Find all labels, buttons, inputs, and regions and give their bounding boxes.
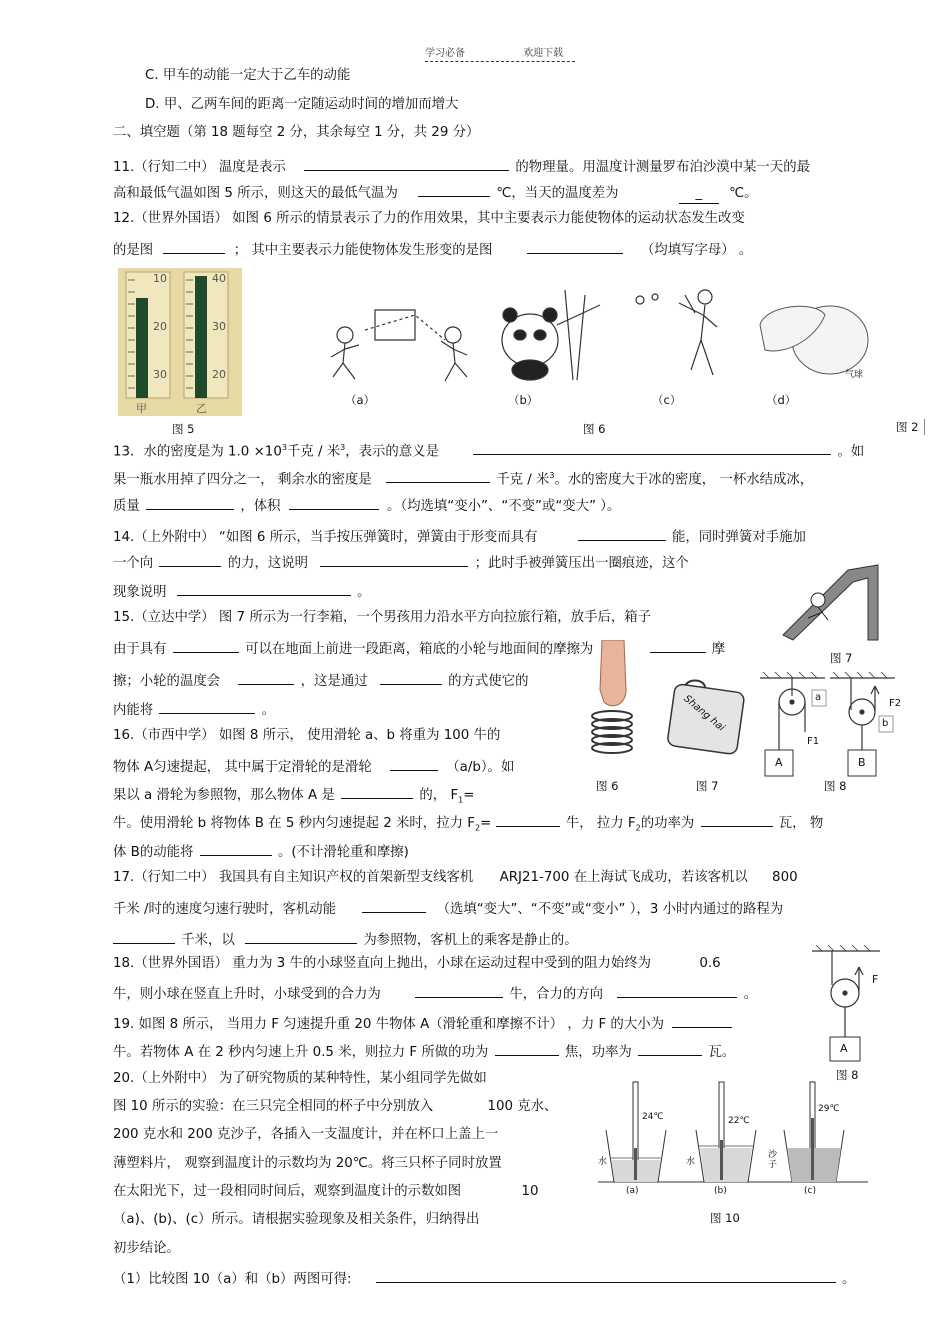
figure-10-cups bbox=[598, 1078, 868, 1202]
option-d: D. 甲、乙两车间的距离一定随运动时间的增加而增大 bbox=[145, 97, 459, 112]
q17-line3: 千米，以 为参照物，客机上的乘客是静止的。 bbox=[113, 929, 578, 950]
q15-line2: 由于具有 可以在地面上前进一段距离，箱底的小轮与地面间的摩擦为 摩 bbox=[113, 638, 725, 659]
box-a-label: A bbox=[775, 756, 783, 769]
q15-blank5[interactable] bbox=[159, 699, 255, 714]
q16-blank4[interactable] bbox=[701, 812, 773, 827]
q18-line2: 牛，则小球在竖直上升时，小球受到的合力为 牛，合力的方向 。 bbox=[113, 983, 757, 1004]
q16-blank2[interactable] bbox=[341, 784, 413, 799]
q16-blank3[interactable] bbox=[496, 812, 560, 827]
q17-blank3[interactable] bbox=[245, 929, 357, 944]
fig5-right-tick-1: 40 bbox=[212, 272, 226, 285]
section-title: 二、填空题（第 18 题每空 2 分，其余每空 1 分，共 29 分） bbox=[113, 125, 480, 140]
fig5-label-jia: 甲 bbox=[136, 402, 147, 415]
force-effect-illustrations bbox=[315, 285, 875, 385]
force-f2-label: F2 bbox=[889, 698, 902, 709]
q13-blank1[interactable] bbox=[473, 440, 831, 455]
fig10-temp-b: 22℃ bbox=[728, 1116, 750, 1126]
q15-line1: 15.（立达中学） 图 7 所示为一行李箱，一个男孩用力沿水平方向拉旅行箱，放手后，箱子 bbox=[113, 610, 652, 625]
q17-blank2[interactable] bbox=[113, 929, 175, 944]
fig2-caption: 图 2 bbox=[896, 419, 925, 435]
q18-blank2[interactable] bbox=[617, 983, 737, 998]
q19-blank2[interactable] bbox=[495, 1041, 559, 1056]
q11-blank2[interactable] bbox=[418, 182, 490, 197]
q19-line1: 19. 如图 8 所示， 当用力 F 匀速提升重 20 牛物体 A（滑轮重和摩擦不计） ，力 F 的大小为 bbox=[113, 1013, 732, 1034]
q11-blank1[interactable] bbox=[304, 156, 509, 171]
q11-blank3[interactable] bbox=[649, 183, 679, 197]
q20-line5: 在太阳光下，过一段相同时间后，观察到温度计的示数如图 10 bbox=[113, 1184, 539, 1199]
fig6-balloon-label: 气球 bbox=[845, 370, 864, 380]
q20-line8: （1）比较图 10（a）和（b）两图可得: 。 bbox=[113, 1268, 855, 1289]
fig5-right-tick-3: 20 bbox=[212, 368, 226, 381]
q16-line2: 物体 A匀速提起， 其中属于定滑轮的是滑轮 （a/b）。如 bbox=[113, 756, 514, 777]
q19-line2: 牛。若物体 A 在 2 秒内匀速上升 0.5 米，则拉力 F 所做的功为 焦，功率为 瓦。 bbox=[113, 1041, 735, 1062]
q16-blank1[interactable] bbox=[390, 756, 438, 771]
q15-line3: 擦；小轮的温度会 ，这是通过 的方式使它的 bbox=[113, 670, 528, 691]
single-pulley-illustration bbox=[810, 945, 900, 1065]
q20-line2: 图 10 所示的实验：在三只完全相同的杯子中分别放入 100 克水、 bbox=[113, 1099, 558, 1114]
pulley-a-label: a bbox=[815, 692, 822, 703]
q20-blank1[interactable] bbox=[376, 1268, 836, 1283]
q19-blank1[interactable] bbox=[672, 1013, 732, 1028]
suitcase-text: Shang hai bbox=[681, 693, 727, 734]
q16-line5: 体 B的动能将 。(不计滑轮重和摩擦) bbox=[113, 841, 409, 862]
box-b-label: B bbox=[858, 756, 866, 769]
fig5-left-tick-2: 20 bbox=[153, 320, 167, 333]
q16-blank5[interactable] bbox=[200, 841, 272, 856]
row-fig6-caption: 图 6 bbox=[596, 779, 619, 793]
fig5-caption: 图 5 bbox=[172, 422, 195, 436]
fig6-label-a: （a） bbox=[345, 393, 376, 407]
hand-spring-illustration bbox=[582, 640, 644, 758]
q15-blank3[interactable] bbox=[238, 670, 294, 685]
fig5-left-tick-1: 10 bbox=[153, 272, 167, 285]
fig10-caption: 图 10 bbox=[710, 1211, 740, 1225]
page-header bbox=[425, 44, 563, 59]
q16-line3: 果以 a 滑轮为参照物，那么物体 A 是 的， $F_1=$ bbox=[113, 784, 474, 810]
q18-line1: 18.（世界外国语） 重力为 3 牛的小球竖直向上抛出，小球在运动过程中受到的阻力始终为 0.6 bbox=[113, 956, 721, 971]
option-c: C. 甲车的动能一定大于乙车的动能 bbox=[145, 68, 351, 83]
figure-hand-spring bbox=[582, 640, 644, 758]
q14-blank1[interactable] bbox=[578, 526, 666, 541]
q17-line2: 千米 /时的速度匀速行驶时，客机动能 （选填“变大”、“不变”或“变小” ），3 小时内通过的路程为 bbox=[113, 898, 783, 919]
fig8b-caption: 图 8 bbox=[836, 1068, 859, 1082]
q15-blank2[interactable] bbox=[650, 638, 706, 653]
q20-line7: 初步结论。 bbox=[113, 1241, 180, 1256]
fig6-label-b: （b） bbox=[508, 393, 539, 407]
fig10-temp-c: 29℃ bbox=[818, 1104, 840, 1114]
header-right: 欢迎下载 bbox=[523, 48, 564, 59]
slide-illustration bbox=[778, 560, 884, 642]
pulley-b-label: b bbox=[882, 718, 889, 729]
figure-8-pulley bbox=[810, 945, 900, 1065]
q12-line1: 12.（世界外国语） 如图 6 所示的情景表示了力的作用效果，其中主要表示力能使物体的运动状态发生改变 bbox=[113, 211, 745, 226]
q16-line1: 16.（市西中学） 如图 8 所示， 使用滑轮 a、b 将重为 100 牛的 bbox=[113, 728, 501, 743]
q14-blank4[interactable] bbox=[177, 581, 351, 596]
fig6-caption: 图 6 bbox=[583, 422, 606, 436]
q20-line3: 200 克水和 200 克沙子，各插入一支温度计，并在杯口上盖上一 bbox=[113, 1127, 499, 1142]
q20-line1: 20.（上外附中） 为了研究物质的某种特性，某小组同学先做如 bbox=[113, 1071, 487, 1086]
fig10-water-b: 水 bbox=[686, 1157, 696, 1167]
q13-blank4[interactable] bbox=[289, 495, 379, 510]
q15-line4: 内能将 。 bbox=[113, 699, 275, 720]
q16-line4: 牛。使用滑轮 b 将物体 B 在 5 秒内匀速提起 2 米时，拉力 $F_2=$ 牛， 拉力 $F_2$的功率为 瓦， 物 bbox=[113, 812, 823, 838]
q17-blank1[interactable] bbox=[362, 898, 426, 913]
force-f1-label: F1 bbox=[807, 736, 820, 747]
q13-blank3[interactable] bbox=[146, 495, 234, 510]
q11-line1: 11.（行知二中） 温度是表示 的物理量。用温度计测量罗布泊沙漠中某一天的最 bbox=[113, 156, 810, 177]
fig10-temp-a: 24℃ bbox=[642, 1112, 664, 1122]
q15-blank4[interactable] bbox=[380, 670, 442, 685]
q11-line2: 高和最低气温如图 5 所示，则这天的最低气温为 ℃，当天的温度差为 _ ℃。 bbox=[113, 182, 758, 204]
q12-blank1[interactable] bbox=[163, 239, 225, 254]
q18-blank1[interactable] bbox=[415, 983, 503, 998]
fig8b-f-label: F bbox=[872, 973, 879, 986]
q17-line1: 17.（行知二中） 我国具有自主知识产权的首架新型支线客机 ARJ21-700 在上海试飞成功，若该客机以 800 bbox=[113, 870, 798, 885]
fig5-label-yi: 乙 bbox=[196, 402, 207, 415]
q14-line2: 一个向 的力，这说明 ；此时手被弹簧压出一圈痕迹，这个 bbox=[113, 552, 689, 573]
fig10-sand: 沙子 bbox=[768, 1150, 778, 1170]
q12-blank2[interactable] bbox=[527, 239, 623, 254]
figure-6-scenes bbox=[315, 285, 875, 385]
header-left: 学习必备 bbox=[425, 48, 465, 59]
row-fig7-caption: 图 7 bbox=[696, 779, 719, 793]
q12-line2: 的是图 ； 其中主要表示力能使物体发生形变的是图 （均填写字母） 。 bbox=[113, 239, 752, 260]
q20-line6: （a)、(b)、(c）所示。请根据实验现象及相关条件，归纳得出 bbox=[113, 1212, 480, 1227]
figure-5-thermometers bbox=[118, 268, 242, 416]
q13-blank2[interactable] bbox=[386, 468, 490, 483]
figure-7-slide bbox=[778, 560, 884, 642]
q14-line3: 现象说明 。 bbox=[113, 581, 370, 602]
fig6-label-c: （c） bbox=[652, 393, 682, 407]
fig5-left-tick-3: 30 bbox=[153, 368, 167, 381]
row-fig8-caption: 图 8 bbox=[824, 779, 847, 793]
q13-line2: 果一瓶水用掉了四分之一， 剩余水的密度是 千克 / 米$^3$。水的密度大于冰的密度， 一杯水结成冰， bbox=[113, 467, 813, 489]
q19-blank3[interactable] bbox=[638, 1041, 702, 1056]
thermometer-illustration bbox=[118, 268, 242, 416]
q13-line1: 13．水的密度是为 $1.0 \times 10^3$千克 / 米$^3$，表示的意义是 。如 bbox=[113, 439, 864, 461]
fig5-right-tick-2: 30 bbox=[212, 320, 226, 333]
fig10-label-c: (c) bbox=[804, 1186, 816, 1196]
fig10-label-a: (a) bbox=[626, 1186, 639, 1196]
q20-line4: 薄塑料片， 观察到温度计的示数均为 20℃。将三只杯子同时放置 bbox=[113, 1156, 502, 1171]
cups-illustration bbox=[598, 1078, 868, 1202]
q15-blank1[interactable] bbox=[173, 638, 239, 653]
fig10-water-a: 水 bbox=[598, 1157, 608, 1167]
figure-pulleys bbox=[755, 672, 905, 782]
fig8b-box-a-label: A bbox=[840, 1042, 848, 1055]
figure-suitcase bbox=[665, 678, 745, 760]
header-rule bbox=[425, 61, 575, 62]
q14-blank2[interactable] bbox=[159, 552, 221, 567]
q14-blank3[interactable] bbox=[320, 552, 468, 567]
fig10-label-b: (b) bbox=[714, 1186, 727, 1196]
q14-line1: 14.（上外附中） “如图 6 所示，当手按压弹簧时，弹簧由于形变而具有 能，同时弹簧对手施加 bbox=[113, 526, 806, 547]
fig7-top-caption: 图 7 bbox=[830, 651, 853, 665]
fig6-label-d: （d） bbox=[766, 393, 797, 407]
q13-line3: 质量 ，体积 。（均选填“变小”、“不变”或“变大” ）。 bbox=[113, 495, 620, 516]
